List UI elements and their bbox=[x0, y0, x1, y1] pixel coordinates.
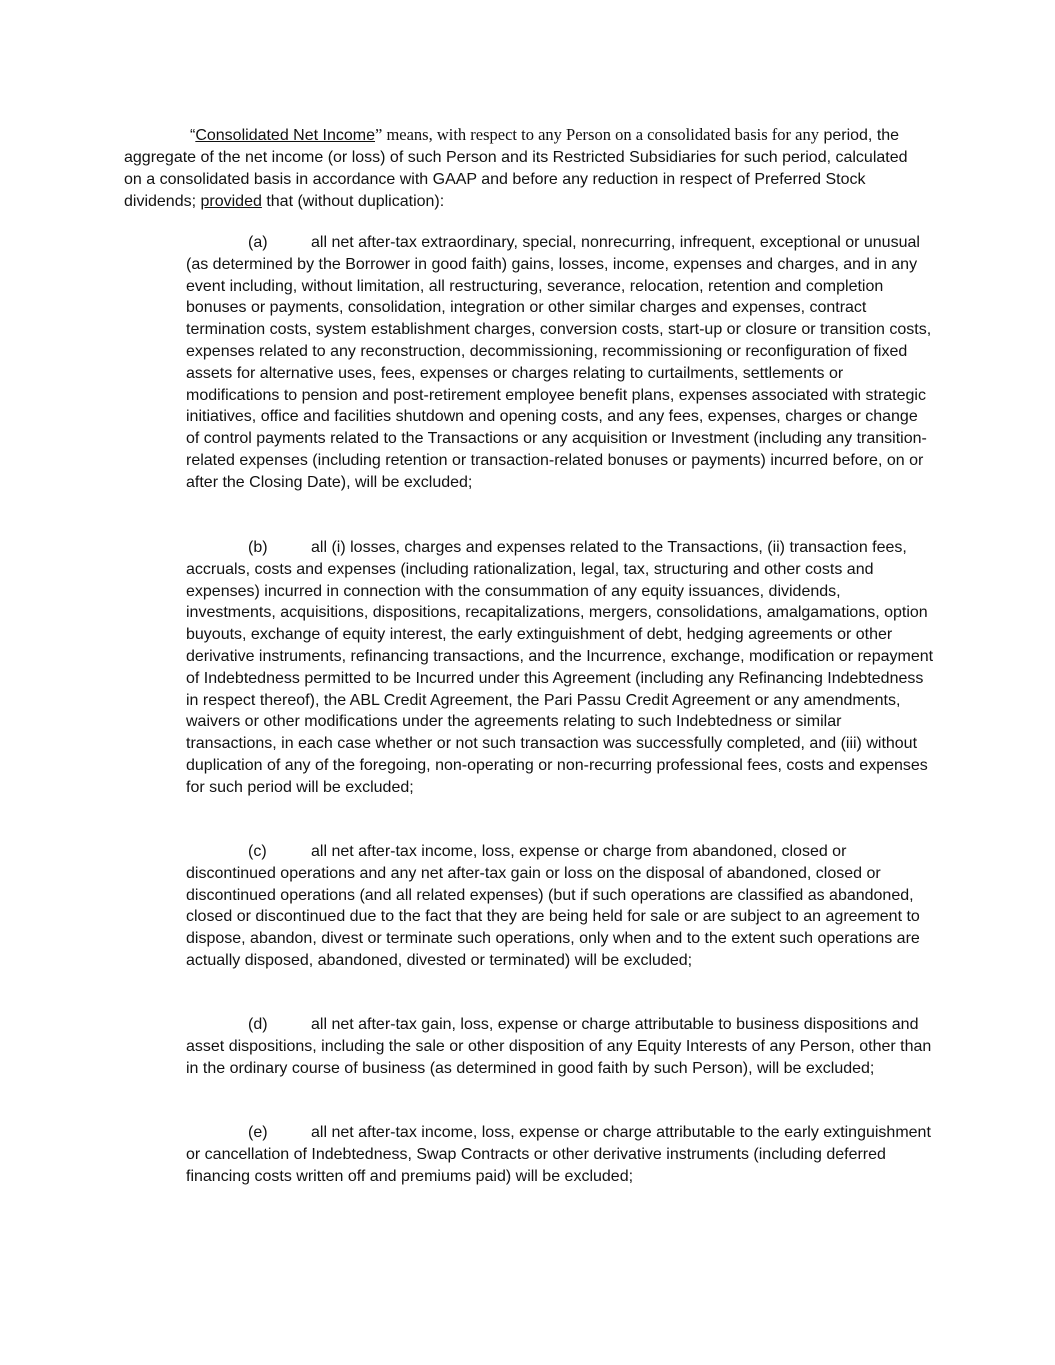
provided-term: provided bbox=[200, 193, 262, 210]
clause-label: (e) bbox=[248, 1124, 268, 1141]
definition-lead-text: means, with respect to any Person on a consolidated basis for any bbox=[382, 125, 819, 144]
clause-label: (a) bbox=[248, 234, 268, 251]
definition-tail-text: that (without duplication): bbox=[261, 193, 445, 210]
defined-term: Consolidated Net Income bbox=[195, 127, 375, 144]
clause-text: all net after-tax income, loss, expense or charge attributable to the early extinguishment or cancellation of Indebtedness, Swap Contracts or other derivative instruments (including deferred financing costs written off and premiums paid) will be excluded; bbox=[186, 1124, 931, 1185]
clause-e bbox=[186, 1122, 934, 1187]
clause-b bbox=[186, 537, 934, 799]
clause-label: (b) bbox=[248, 539, 268, 556]
close-quote: ” bbox=[374, 125, 383, 144]
clause-a bbox=[186, 232, 934, 494]
clause-text: all net after-tax extraordinary, special, nonrecurring, infrequent, exceptional or unusual (as determined by the Borrower in good faith) gains, losses, income, expenses and charges, and in any event including, without limitation, all restructuring, severance, relocation, retention and completion bonuses or payments, consolidation, integration or other similar charges and expenses, contract termination costs, system establishment charges, conversion costs, start-up or closure or transition costs, expenses related to any reconstruction, decommissioning, recommissioning or reconfiguration of fixed assets for alternative uses, fees, expenses or charges relating to curtailments, settlements or modifications to pension and post-retirement employee benefit plans, expenses associated with strategic initiatives, office and facilities shutdown and opening costs, and any fees, expenses, charges or change of control payments related to the Transactions or any acquisition or Investment (including any transition-related expenses (including retention or transaction-related bonuses or payments) incurred before, on or after the Closing Date), will be excluded; bbox=[186, 234, 932, 491]
clause-text: all net after-tax gain, loss, expense or charge attributable to business dispositions and asset dispositions, including the sale or other disposition of any Equity Interests of any Person, other than in the ordinary course of business (as determined in good faith by such Person), will be excluded; bbox=[186, 1016, 932, 1077]
definition-paragraph bbox=[124, 124, 924, 213]
clause-d bbox=[186, 1014, 934, 1079]
clause-c bbox=[186, 841, 934, 972]
clause-text: all (i) losses, charges and expenses related to the Transactions, (ii) transaction fees, accruals, costs and expenses (including rationalization, legal, tax, structuring and other costs and expenses) incurred in connection with the consummation of any equity issuances, dividends, investments, acquisitions, dispositions, recapitalizations, mergers, consolidations, amalgamations, option buyouts, exchange of equity interest, the early extinguishment of debt, hedging agreements or other derivative instruments, refinancing transactions, and the Incurrence, exchange, modification or repayment of Indebtedness permitted to be Incurred under this Agreement (including any Refinancing Indebtedness in respect thereof), the ABL Credit Agreement, the Pari Passu Credit Agreement or any amendments, waivers or other modifications under the agreements relating to such Indebtedness or similar transactions, in each case whether or not such transaction was successfully completed, and (iii) without duplication of any of the foregoing, non-operating or non-recurring professional fees, costs and expenses for such period will be excluded; bbox=[186, 539, 934, 796]
clause-text: all net after-tax income, loss, expense or charge from abandoned, closed or discontinued operations and any net after-tax gain or loss on the disposal of abandoned, closed or discontinued operations (and all related expenses) (but if such operations are classified as abandoned, closed or discontinued due to the fact that they are being held for sale or are subject to an agreement to dispose, abandon, divest or terminate such operations, only when and to the extent such operations are actually disposed, abandoned, divested or terminated) will be excluded; bbox=[186, 843, 920, 969]
clause-label: (d) bbox=[248, 1016, 268, 1033]
open-quote: “ bbox=[190, 127, 196, 144]
clause-label: (c) bbox=[248, 843, 267, 860]
definition-body-text: period, the aggregate of the net income (or loss) of such Person and its Restricted Subsidiaries for such period, calculated on a consolidated basis in accordance with GAAP and before any reduction in respect of Preferred Stock dividends; bbox=[124, 127, 908, 210]
